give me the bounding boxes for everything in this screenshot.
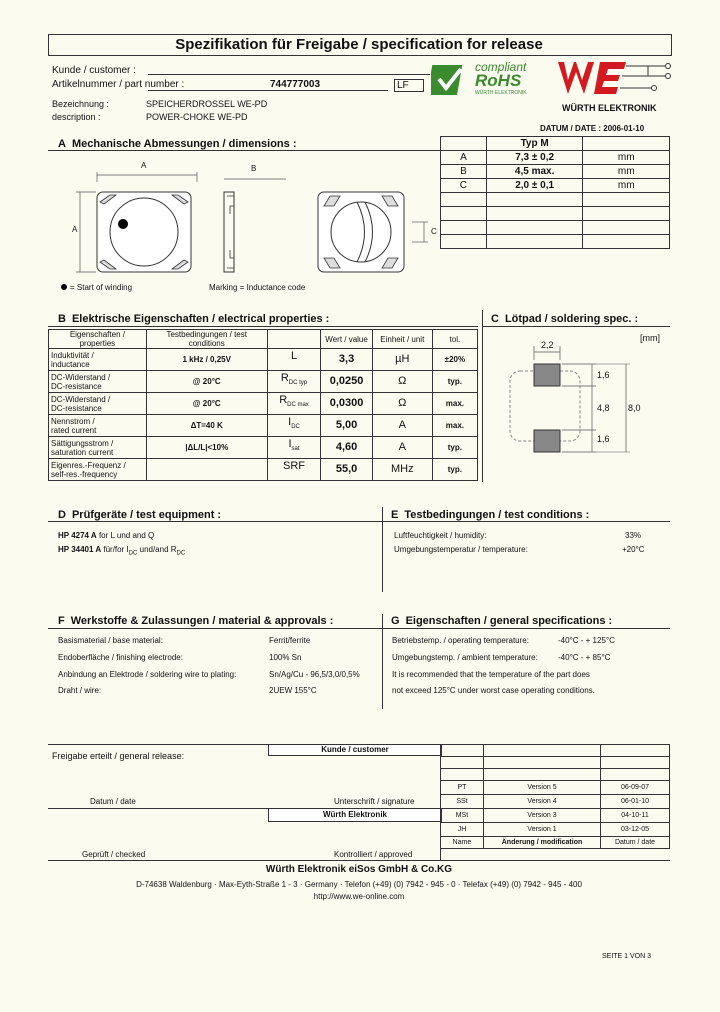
page-title: Spezifikation für Freigabe / specification for release [175,36,543,53]
condition-label: Luftfeuchtigkeit / humidity: [394,531,487,540]
spec-note: not exceed 125°C under worst case operating conditions. [392,686,595,695]
condition-value: 33% [625,531,642,540]
section-a-letter: A [58,138,66,150]
footer-url[interactable]: http://www.we-online.com [313,892,405,901]
section-b-letter: B [58,313,66,325]
solder-pad-drawing [500,336,650,456]
footer-company: Würth Elektronik eiSos GmbH & Co.KG [265,864,453,875]
col-test-conditions: Testbedingungen / test conditions [146,330,267,349]
table-row: DC-Widerstand / DC-resistance @ 20°C $R_{DC max}$ 0,0300 Ω max. [49,393,478,415]
section-d-title: Prüfgeräte / test equipment : [71,509,222,521]
history-col-change: Änderung / modification [484,837,601,849]
material-label: Draht / wire: [58,686,102,695]
lf-badge: LF [394,79,424,92]
dim-label-a-side: A [72,225,78,234]
material-value: Ferrit/ferrite [269,636,311,645]
dim-gap: 4,8 [597,403,610,413]
section-g-title: Eigenschaften / general specifications : [405,615,613,627]
type-header: Typ M [486,137,583,151]
equipment-line-1: HP 4274 A for L und and Q [58,531,155,540]
dim-label-a-top: A [141,161,147,170]
spec-value: -40°C - + 85°C [558,653,611,662]
condition-label: Umgebungstemperatur / temperature: [394,545,528,554]
section-d-letter: D [58,509,66,521]
table-row: SSt Version 4 06-01-10 [441,795,670,809]
section-e-title: Testbedingungen / test conditions : [404,509,590,521]
col-value: Wert / value [321,330,373,349]
section-b-title: Elektrische Eigenschaften / electrical properties : [71,313,330,325]
material-value: Sn/Ag/Cu - 96,5/3,0/0,5% [269,670,360,679]
dim-pad-width: 2,2 [541,340,554,350]
table-row: C 2,0 ± 0,1 mm [441,179,670,193]
customer-approval-head: Kunde / customer [268,744,442,756]
section-c-letter: C [491,313,499,325]
table-row: DC-Widerstand / DC-resistance @ 20°C $R_{DC typ}$ 0,0250 Ω typ. [49,371,478,393]
page-number: SEITE 1 VON 3 [602,953,652,960]
part-number-label: Artikelnummer / part number : [52,79,185,90]
section-e-letter: E [391,509,399,521]
section-a-heading [58,138,297,150]
dim-total: 8,0 [628,403,641,413]
equipment-line-2: HP 34401 A für/for $I_{DC}$ und/and $R_{DC}$ [58,545,186,557]
part-number-value: 744777003 [270,79,321,90]
table-row: Sättigungsstrom / saturation current |ΔL/L|<10% $I_{sat}$ 4,60 A typ. [49,437,478,459]
rohs-compliant-text: compliant [475,60,527,74]
revision-history-table [440,744,670,849]
spec-note: It is recommended that the temperature of the part does [392,670,590,679]
section-f-letter: F [58,615,65,627]
table-row: PT Version 5 06-09-07 [441,781,670,795]
date-text: DATUM / DATE : 2006-01-10 [540,124,645,133]
table-row: Induktivität / inductance 1 kHz / 0,25V L 3,3 µH ±20% [49,349,478,371]
material-label: Basismaterial / base material: [58,636,163,645]
customer-label: Kunde / customer : [52,65,136,76]
col-tolerance: tol. [432,330,477,349]
section-a-title: Mechanische Abmessungen / dimensions : [71,138,297,150]
section-g-letter: G [391,615,400,627]
we-logo [556,58,674,98]
section-d-heading [58,509,221,521]
condition-value: +20°C [622,545,645,554]
section-c-title: Lötpad / soldering spec. : [504,313,639,325]
material-label: Endoberfläche / finishing electrode: [58,653,183,662]
dim-pad-height-1: 1,6 [597,370,610,380]
approved-label: Kontrolliert / approved [334,850,413,859]
unit-mm: [mm] [640,333,660,343]
col-properties: Eigenschaften / properties [49,330,147,349]
section-c-heading [491,313,638,325]
marking-note: Marking = Inductance code [209,283,306,292]
table-row: Nennstrom / rated current ΔT=40 K $I_{DC}$ 5,00 A max. [49,415,478,437]
table-row: JH Version 1 03-12-05 [441,823,670,837]
section-f-title: Werkstoffe & Zulassungen / material & approvals : [70,615,334,627]
table-row: Eigenres.-Frequenz / self-res.-frequency SRF 55,0 MHz typ. [49,459,478,481]
dim-label-b-top: B [251,164,257,173]
electrical-table [48,329,478,481]
start-winding-note: = Start of winding [70,283,133,292]
material-label: Anbindung an Elektrode / soldering wire to plating: [58,670,237,679]
release-label: Freigabe erteilt / general release: [52,751,185,761]
col-unit: Einheit / unit [372,330,432,349]
spec-value: -40°C - + 125°C [558,636,615,645]
designation-value: SPEICHERDROSSEL WE-PD [146,99,268,109]
description-label: description : [52,112,101,122]
rohs-text: RoHS [475,71,522,90]
section-b-heading [58,313,329,325]
rohs-logo [431,61,545,99]
mechanical-drawing [72,170,442,280]
table-row: A 7,3 ± 0,2 mm [441,151,670,165]
designation-label: Bezeichnung : [52,99,110,109]
history-col-date: Datum / date [601,837,670,849]
signature-label: Unterschrift / signature [334,797,415,806]
dim-pad-height-2: 1,6 [597,434,610,444]
rohs-subtext: WÜRTH ELEKTRONIK [475,90,527,96]
table-row: B 4,5 max. mm [441,165,670,179]
spec-label: Umgebungstemp. / ambient temperature: [392,653,538,662]
wurth-approval-head: Würth Elektronik [268,808,442,822]
dimensions-table [440,136,670,249]
footer-address: D-74638 Waldenburg · Max-Eyth-Straße 1 - 3 · Germany · Telefon (+49) (0) 7942 - 945 - 0 · Telefax (+49) (0) 7942 - 945 - 400 [136,880,582,889]
description-value: POWER-CHOKE WE-PD [146,112,248,122]
date-label: Datum / date [90,797,136,806]
section-g-heading [391,615,612,627]
material-value: 100% Sn [269,653,302,662]
section-f-heading [58,615,333,627]
dim-label-c-side: C [431,227,437,236]
section-e-heading [391,509,589,521]
we-logo-graphic [556,58,674,98]
company-logo-text: WÜRTH ELEKTRONIK [562,103,657,113]
material-value: 2UEW 155°C [269,686,317,695]
history-col-name: Name [441,837,484,849]
winding-dot-icon [59,282,69,292]
table-row: MSt Version 3 04-10-11 [441,809,670,823]
checked-label: Geprüft / checked [82,850,146,859]
spec-label: Betriebstemp. / operating temperature: [392,636,529,645]
